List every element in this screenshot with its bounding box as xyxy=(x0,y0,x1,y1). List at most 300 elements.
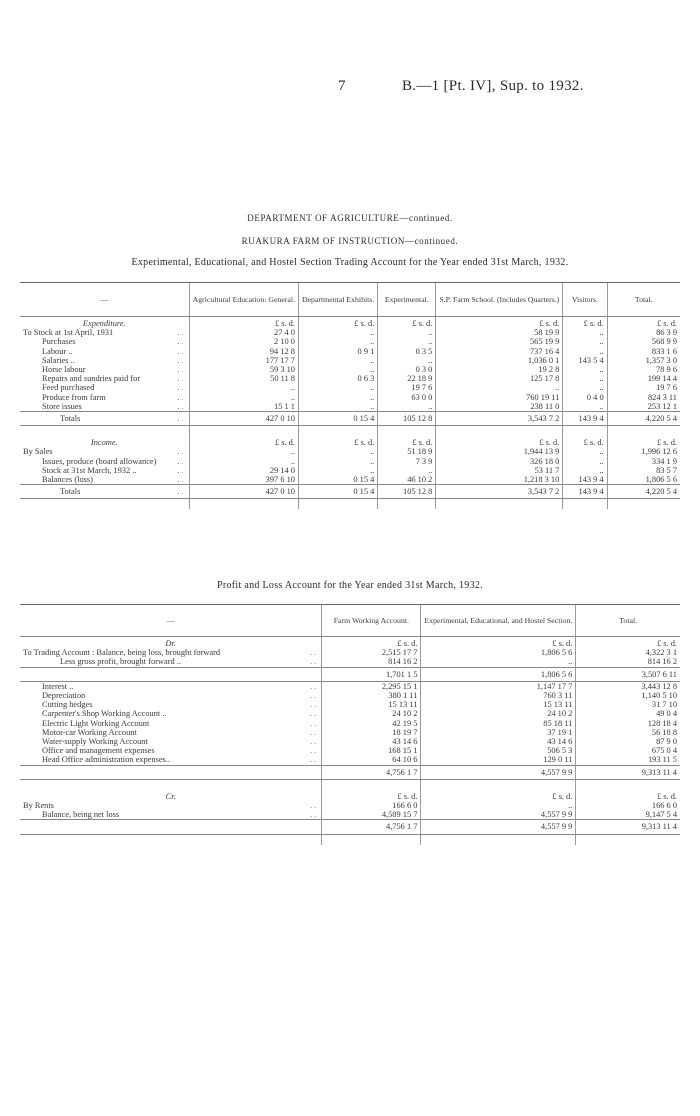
row-label-text: To Trading Account : Balance, being loss, brought forward xyxy=(23,648,221,658)
spacer-cell xyxy=(421,779,576,790)
section-title-row xyxy=(20,790,680,801)
value-cell: 50 11 8 xyxy=(189,374,298,383)
row-label-text: Totals xyxy=(60,487,81,497)
value-cell: 19 7 6 xyxy=(378,383,436,392)
row-label-text: Horse labour xyxy=(42,365,86,375)
leader-dots: .. xyxy=(177,465,186,475)
trading-col-header: S.P. Farm School. (Includes Quarters.) xyxy=(436,283,563,317)
value-cell: 238 11 0 xyxy=(436,402,563,412)
leader-dots: .. xyxy=(310,746,319,756)
spacer-cell xyxy=(20,499,189,510)
row-label xyxy=(20,719,322,728)
spacer-cell xyxy=(20,834,322,845)
value-cell: 78 9 6 xyxy=(607,365,680,374)
pl-col-header: Total. xyxy=(576,605,680,637)
leader-dots: .. xyxy=(177,401,186,411)
value-cell: .. xyxy=(563,365,607,374)
value-cell: .. xyxy=(421,801,576,810)
spacer-cell xyxy=(576,834,680,845)
section-title-row xyxy=(20,317,680,329)
spacer-cell xyxy=(189,499,298,510)
spacer-cell xyxy=(576,779,680,790)
value-cell: 58 19 9 xyxy=(436,328,563,337)
totals-label xyxy=(20,820,322,834)
value-cell: .. xyxy=(189,393,298,402)
total-cell: 4,220 5 4 xyxy=(607,412,680,426)
value-cell: 397 6 10 xyxy=(189,475,298,485)
value-cell: 1,806 5 6 xyxy=(421,648,576,657)
value-cell: 53 11 7 xyxy=(436,466,563,475)
table-row xyxy=(20,466,680,475)
table-row xyxy=(20,475,680,485)
row-label xyxy=(20,402,189,412)
row-label xyxy=(20,700,322,709)
value-cell: .. xyxy=(298,457,377,466)
row-label xyxy=(20,709,322,718)
value-cell: 64 10 6 xyxy=(322,755,421,765)
row-label-text: Issues, produce (board allowance) xyxy=(42,456,157,466)
total-cell: 3,543 7 2 xyxy=(436,412,563,426)
value-cell: .. xyxy=(563,328,607,337)
value-cell: .. xyxy=(298,328,377,337)
row-label xyxy=(20,657,322,667)
value-cell: 1,140 5 10 xyxy=(576,691,680,700)
table-row xyxy=(20,746,680,755)
row-label-text: Depreciation xyxy=(42,691,86,701)
profit-loss-table xyxy=(20,604,680,845)
spacer-row xyxy=(20,779,680,790)
value-cell: 37 19 1 xyxy=(421,728,576,737)
value-cell: 0 3 5 xyxy=(378,347,436,356)
value-cell: 2,295 15 1 xyxy=(322,681,421,691)
row-label xyxy=(20,755,322,765)
value-cell: .. xyxy=(436,383,563,392)
total-cell: 4,756 1 7 xyxy=(322,820,421,834)
value-cell: .. xyxy=(378,328,436,337)
leader-dots: .. xyxy=(310,718,319,728)
value-cell: .. xyxy=(189,457,298,466)
total-cell: 0 15 4 xyxy=(298,485,377,499)
value-cell: 49 0 4 xyxy=(576,709,680,718)
spacer-row xyxy=(20,499,680,510)
total-cell: 9,313 11 4 xyxy=(576,820,680,834)
value-cell: 0 4 0 xyxy=(563,393,607,402)
value-cell: 1,147 17 7 xyxy=(421,681,576,691)
total-cell: 105 12 8 xyxy=(378,485,436,499)
value-cell: .. xyxy=(189,383,298,392)
pl-header-row xyxy=(20,605,680,637)
value-cell: 2 10 0 xyxy=(189,337,298,346)
value-cell: .. xyxy=(298,383,377,392)
leader-dots: .. xyxy=(177,337,186,347)
trading-col-header: Visitors. xyxy=(563,283,607,317)
leader-dots: .. xyxy=(310,810,319,820)
unit-cell: £ s. d. xyxy=(378,436,436,447)
table-row xyxy=(20,709,680,718)
value-cell: 42 19 5 xyxy=(322,719,421,728)
row-label-text: Balances (loss) xyxy=(42,475,93,485)
table-row xyxy=(20,337,680,346)
value-cell: .. xyxy=(298,365,377,374)
value-cell: 46 10 2 xyxy=(378,475,436,485)
unit-cell: £ s. d. xyxy=(436,317,563,329)
value-cell: 15 13 11 xyxy=(421,700,576,709)
value-cell: 31 7 10 xyxy=(576,700,680,709)
total-cell: 4,220 5 4 xyxy=(607,485,680,499)
unit-cell: £ s. d. xyxy=(322,637,421,649)
value-cell: 51 18 9 xyxy=(378,447,436,456)
subtotal-cell: 1,701 1 5 xyxy=(322,667,421,681)
spacer-cell xyxy=(436,499,563,510)
total-cell: 3,543 7 2 xyxy=(436,485,563,499)
spacer-cell xyxy=(20,426,189,437)
value-cell: 24 10 2 xyxy=(421,709,576,718)
row-label-text: Less gross profit, brought forward .. xyxy=(60,657,181,667)
leader-dots: .. xyxy=(177,414,186,424)
value-cell: .. xyxy=(378,402,436,412)
row-label xyxy=(20,412,189,426)
row-label xyxy=(20,728,322,737)
totals-label xyxy=(20,765,322,779)
value-cell: .. xyxy=(563,447,607,456)
row-label-text: Interest .. xyxy=(42,681,74,691)
value-cell: 59 3 10 xyxy=(189,365,298,374)
row-label-text: Salaries .. xyxy=(42,355,75,365)
value-cell: 166 6 0 xyxy=(322,801,421,810)
value-cell: 760 19 11 xyxy=(436,393,563,402)
value-cell: 824 3 11 xyxy=(607,393,680,402)
profit-loss-title: Profit and Loss Account for the Year ended 31st March, 1932. xyxy=(216,580,483,591)
row-label-text: Store issues xyxy=(42,401,82,411)
value-cell: 177 17 7 xyxy=(189,356,298,365)
value-cell: .. xyxy=(298,393,377,402)
spacer-cell xyxy=(322,779,421,790)
row-label-text: Office and management expenses xyxy=(42,746,155,756)
unit-cell: £ s. d. xyxy=(607,317,680,329)
table-row xyxy=(20,374,680,383)
value-cell: 3,443 12 8 xyxy=(576,681,680,691)
leader-dots: .. xyxy=(310,681,319,691)
unit-cell: £ s. d. xyxy=(189,436,298,447)
table-row xyxy=(20,648,680,657)
spacer-cell xyxy=(436,426,563,437)
pl-col-header: Experimental, Educational, and Hostel Section. xyxy=(421,605,576,637)
leader-dots: .. xyxy=(177,392,186,402)
value-cell: .. xyxy=(563,402,607,412)
value-cell: 18 19 7 xyxy=(322,728,421,737)
value-cell: 1,036 0 1 xyxy=(436,356,563,365)
row-label-text: Repairs and sundries paid for xyxy=(42,374,141,384)
leader-dots: .. xyxy=(310,709,319,719)
value-cell: 2,515 17 7 xyxy=(322,648,421,657)
value-cell: 675 0 4 xyxy=(576,746,680,755)
value-cell: 1,218 3 10 xyxy=(436,475,563,485)
table-row xyxy=(20,402,680,412)
value-cell: .. xyxy=(378,337,436,346)
value-cell: 143 9 4 xyxy=(563,475,607,485)
row-label xyxy=(20,457,189,466)
value-cell: .. xyxy=(563,337,607,346)
row-label xyxy=(20,801,322,810)
leader-dots: .. xyxy=(177,328,186,338)
value-cell: 63 0 0 xyxy=(378,393,436,402)
row-label xyxy=(20,485,189,499)
row-label-text: Water-supply Working Account xyxy=(42,737,148,747)
value-cell: 833 1 6 xyxy=(607,347,680,356)
total-cell: 4,557 9 9 xyxy=(421,820,576,834)
table-row xyxy=(20,457,680,466)
row-label-text: Head Office administration expenses.. xyxy=(42,755,170,765)
trading-col-header: Departmental Exhibits. xyxy=(298,283,377,317)
value-cell: 565 19 9 xyxy=(436,337,563,346)
value-cell: 1,944 13 9 xyxy=(436,447,563,456)
value-cell: .. xyxy=(298,356,377,365)
section-title-row xyxy=(20,436,680,447)
value-cell: 253 12 1 xyxy=(607,402,680,412)
table-row xyxy=(20,365,680,374)
row-label-text: Purchases xyxy=(42,337,76,347)
row-label xyxy=(20,347,189,356)
value-cell: 166 6 0 xyxy=(576,801,680,810)
section-title: Income. xyxy=(90,438,118,448)
section-title: Cr. xyxy=(165,791,176,801)
row-label-text: Motor-car Working Account xyxy=(42,727,137,737)
value-cell: 506 5 3 xyxy=(421,746,576,755)
row-label xyxy=(20,328,189,337)
value-cell: 326 18 0 xyxy=(436,457,563,466)
value-cell: 19 2 8 xyxy=(436,365,563,374)
total-cell: 4,557 9 9 xyxy=(421,765,576,779)
value-cell: 193 11 5 xyxy=(576,755,680,765)
spacer-cell xyxy=(421,834,576,845)
value-cell: 22 18 9 xyxy=(378,374,436,383)
value-cell: .. xyxy=(298,337,377,346)
pl-col-header: Farm Working Account. xyxy=(322,605,421,637)
totals-row xyxy=(20,412,680,426)
value-cell: 4,557 9 9 xyxy=(421,810,576,820)
value-cell: .. xyxy=(298,447,377,456)
value-cell: 1,357 3 0 xyxy=(607,356,680,365)
value-cell: 128 18 4 xyxy=(576,719,680,728)
document-reference: B.—1 [Pt. IV], Sup. to 1932. xyxy=(402,78,584,94)
unit-cell: £ s. d. xyxy=(189,317,298,329)
row-label-text: Cutting hedges xyxy=(42,700,93,710)
value-cell: 0 9 1 xyxy=(298,347,377,356)
value-cell: 15 13 11 xyxy=(322,700,421,709)
leader-dots: .. xyxy=(177,447,186,457)
value-cell: 94 12 8 xyxy=(189,347,298,356)
value-cell: 0 3 0 xyxy=(378,365,436,374)
trading-col-header: Total. xyxy=(607,283,680,317)
unit-cell: £ s. d. xyxy=(421,790,576,801)
value-cell: .. xyxy=(378,356,436,365)
value-cell: 129 0 11 xyxy=(421,755,576,765)
leader-dots: .. xyxy=(310,737,319,747)
spacer-cell xyxy=(189,426,298,437)
value-cell: .. xyxy=(563,466,607,475)
row-label-text: Produce from farm xyxy=(42,392,106,402)
trading-header-blank: — xyxy=(20,283,189,317)
leader-dots: .. xyxy=(177,475,186,485)
table-row xyxy=(20,657,680,667)
spacer-cell xyxy=(563,426,607,437)
subtotal-row xyxy=(20,667,680,681)
leader-dots: .. xyxy=(177,487,186,497)
unit-cell: £ s. d. xyxy=(436,436,563,447)
value-cell: .. xyxy=(563,383,607,392)
row-label xyxy=(20,466,189,475)
value-cell: 168 15 1 xyxy=(322,746,421,755)
subtotal-label xyxy=(20,667,322,681)
table-row xyxy=(20,383,680,392)
row-label-text: Feed purchased xyxy=(42,383,95,393)
unit-cell: £ s. d. xyxy=(563,317,607,329)
table-row xyxy=(20,755,680,765)
leader-dots: .. xyxy=(310,755,319,765)
value-cell: 56 18 8 xyxy=(576,728,680,737)
table-row xyxy=(20,700,680,709)
row-label-text: By Rents xyxy=(23,801,54,811)
table-row xyxy=(20,356,680,365)
spacer-row xyxy=(20,834,680,845)
section-title: Expenditure. xyxy=(82,319,126,328)
spacer-row xyxy=(20,426,680,437)
value-cell: 568 9 9 xyxy=(607,337,680,346)
value-cell: 0 15 4 xyxy=(298,475,377,485)
row-label-text: Labour .. xyxy=(42,346,73,356)
value-cell: 334 1 9 xyxy=(607,457,680,466)
leader-dots: .. xyxy=(177,355,186,365)
unit-cell: £ s. d. xyxy=(322,790,421,801)
row-label xyxy=(20,737,322,746)
total-cell: 0 15 4 xyxy=(298,412,377,426)
value-cell: 4,589 15 7 xyxy=(322,810,421,820)
unit-cell: £ s. d. xyxy=(607,436,680,447)
unit-cell: £ s. d. xyxy=(298,436,377,447)
value-cell: .. xyxy=(298,402,377,412)
table-row xyxy=(20,447,680,456)
department-title: DEPARTMENT OF AGRICULTURE—continued. xyxy=(247,213,453,223)
table-row xyxy=(20,393,680,402)
row-label-text: Electric Light Working Account xyxy=(42,718,150,728)
value-cell: 143 5 4 xyxy=(563,356,607,365)
value-cell: 760 3 11 xyxy=(421,691,576,700)
row-label-text: Balance, being net loss xyxy=(42,810,120,820)
row-label-text: Stock at 31st March, 1932 .. xyxy=(42,465,137,475)
value-cell: 125 17 8 xyxy=(436,374,563,383)
value-cell: .. xyxy=(298,466,377,475)
leader-dots: .. xyxy=(177,383,186,393)
row-label xyxy=(20,365,189,374)
value-cell: 814 16 2 xyxy=(322,657,421,667)
row-label xyxy=(20,393,189,402)
unit-cell: £ s. d. xyxy=(576,637,680,649)
table-row xyxy=(20,328,680,337)
leader-dots: .. xyxy=(177,365,186,375)
row-label xyxy=(20,475,189,485)
value-cell: .. xyxy=(421,657,576,667)
total-cell: 143 9 4 xyxy=(563,485,607,499)
unit-cell: £ s. d. xyxy=(378,317,436,329)
value-cell: 27 4 0 xyxy=(189,328,298,337)
pl-header-blank: — xyxy=(20,605,322,637)
row-label xyxy=(20,681,322,691)
value-cell: .. xyxy=(378,466,436,475)
row-label-text: Carpenter's Shop Working Account .. xyxy=(42,709,167,719)
value-cell: 380 1 11 xyxy=(322,691,421,700)
table-row xyxy=(20,801,680,810)
value-cell: 814 16 2 xyxy=(576,657,680,667)
row-label xyxy=(20,810,322,820)
row-label xyxy=(20,648,322,657)
leader-dots: .. xyxy=(177,346,186,356)
table-row xyxy=(20,719,680,728)
total-cell: 105 12 8 xyxy=(378,412,436,426)
leader-dots: .. xyxy=(310,801,319,811)
section-title-row xyxy=(20,637,680,649)
value-cell: 1,996 12 6 xyxy=(607,447,680,456)
trading-account-table xyxy=(20,282,680,509)
spacer-cell xyxy=(607,426,680,437)
trading-col-header: Agricultural Education: General. xyxy=(189,283,298,317)
value-cell: 9,147 5 4 xyxy=(576,810,680,820)
value-cell: 0 6 3 xyxy=(298,374,377,383)
value-cell: 19 7 6 xyxy=(607,383,680,392)
value-cell: 87 9 0 xyxy=(576,737,680,746)
leader-dots: .. xyxy=(310,727,319,737)
row-label-text: To Stock at 1st April, 1931 xyxy=(23,328,114,338)
row-label xyxy=(20,383,189,392)
row-label xyxy=(20,746,322,755)
unit-cell: £ s. d. xyxy=(576,790,680,801)
spacer-cell xyxy=(378,426,436,437)
spacer-cell xyxy=(20,779,322,790)
unit-cell: £ s. d. xyxy=(298,317,377,329)
row-label-text: By Sales xyxy=(23,447,53,457)
value-cell: 7 3 9 xyxy=(378,457,436,466)
row-label xyxy=(20,356,189,365)
value-cell: .. xyxy=(563,374,607,383)
spacer-cell xyxy=(322,834,421,845)
row-label xyxy=(20,337,189,346)
value-cell: .. xyxy=(563,347,607,356)
spacer-cell xyxy=(378,499,436,510)
unit-cell: £ s. d. xyxy=(563,436,607,447)
subtotal-cell: 3,507 6 11 xyxy=(576,667,680,681)
leader-dots: .. xyxy=(177,456,186,466)
page-number: 7 xyxy=(338,78,346,94)
table-row xyxy=(20,728,680,737)
leader-dots: .. xyxy=(310,657,319,667)
trading-col-header: Experimental. xyxy=(378,283,436,317)
row-label xyxy=(20,447,189,456)
value-cell: 737 16 4 xyxy=(436,347,563,356)
total-cell: 4,756 1 7 xyxy=(322,765,421,779)
spacer-cell xyxy=(298,499,377,510)
table-row xyxy=(20,810,680,820)
table-row xyxy=(20,737,680,746)
total-cell: 427 0 10 xyxy=(189,412,298,426)
leader-dots: .. xyxy=(310,700,319,710)
value-cell: .. xyxy=(563,457,607,466)
row-label-text: Totals xyxy=(60,414,81,424)
value-cell: 43 14 6 xyxy=(421,737,576,746)
value-cell: 85 18 11 xyxy=(421,719,576,728)
subtotal-cell: 1,806 5 6 xyxy=(421,667,576,681)
farm-title: RUAKURA FARM OF INSTRUCTION—continued. xyxy=(241,236,459,246)
total-cell: 9,313 11 4 xyxy=(576,765,680,779)
unit-cell: £ s. d. xyxy=(421,637,576,649)
